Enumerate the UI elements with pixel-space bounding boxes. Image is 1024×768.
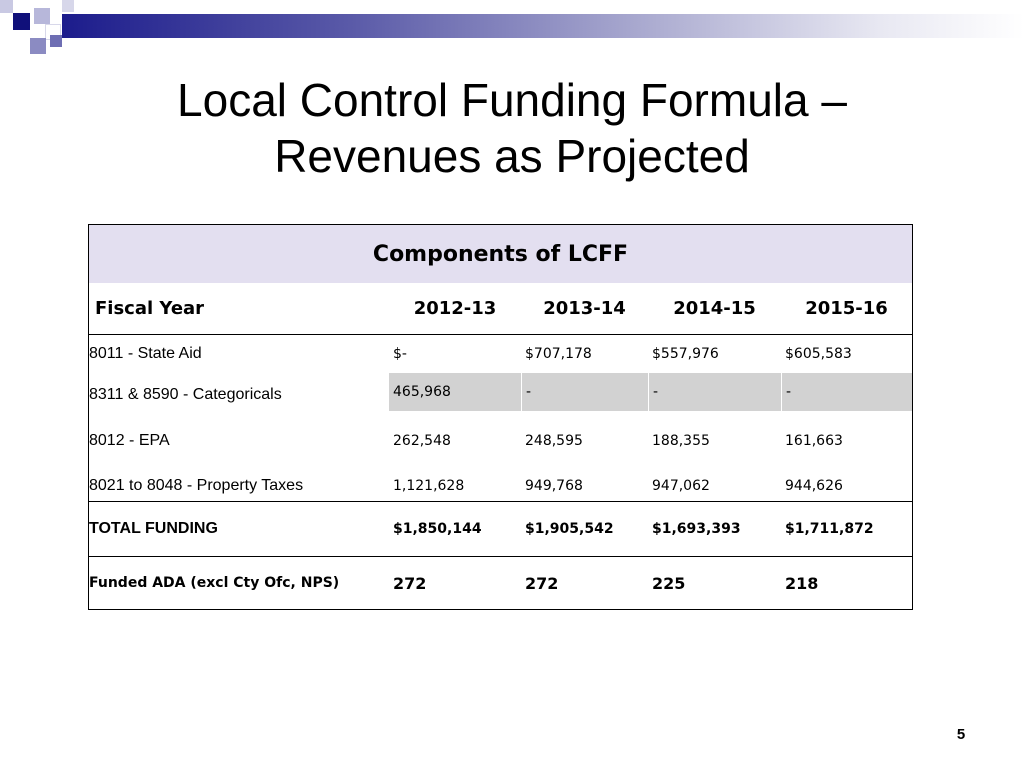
table-cell: 188,355 <box>652 433 710 449</box>
decorative-square <box>34 8 50 24</box>
decorative-square <box>13 13 30 30</box>
table-cell: - <box>648 373 781 411</box>
table-cell: 272 <box>393 573 427 593</box>
table-cell: 947,062 <box>652 478 710 494</box>
table-cell: 225 <box>652 573 686 593</box>
table-cell: $1,693,393 <box>652 521 741 537</box>
slide-title-line-2: Revenues as Projected <box>274 130 750 182</box>
table-cell: $1,850,144 <box>393 521 482 537</box>
table-row <box>89 411 912 471</box>
table-cell: $- <box>393 346 407 362</box>
table-cell: 161,663 <box>785 433 843 449</box>
table-title: Components of LCFF <box>89 225 912 283</box>
table-cell: 1,121,628 <box>393 478 465 494</box>
year-header: 2013-14 <box>543 298 626 319</box>
row-label: 8012 - EPA <box>89 432 170 449</box>
ada-row <box>89 557 912 609</box>
year-header: 2014-15 <box>673 298 756 319</box>
table-cell: $707,178 <box>525 346 592 362</box>
slide-title-line-1: Local Control Funding Formula – <box>177 74 847 126</box>
table-cell: - <box>521 373 648 411</box>
slide-title <box>80 72 944 184</box>
table-row <box>89 335 912 373</box>
table-cell: 272 <box>525 573 559 593</box>
row-label: 8011 - State Aid <box>89 345 202 362</box>
table-cell: 949,768 <box>525 478 583 494</box>
table-cell: 262,548 <box>393 433 451 449</box>
table-header-row <box>89 283 912 335</box>
table-cell: - <box>781 373 912 411</box>
year-header: 2015-16 <box>805 298 888 319</box>
decorative-square <box>30 38 46 54</box>
row-label: TOTAL FUNDING <box>89 520 218 537</box>
table-cell: 248,595 <box>525 433 583 449</box>
year-header: 2012-13 <box>413 298 497 319</box>
page-number: 5 <box>956 726 966 743</box>
header-gradient-bar <box>62 14 1024 38</box>
lcff-table <box>88 224 913 610</box>
table-row <box>89 373 912 411</box>
decorative-square <box>50 35 62 47</box>
fiscal-year-label: Fiscal Year <box>95 298 205 319</box>
table-cell: 465,968 <box>389 373 521 411</box>
row-label: 8311 & 8590 - Categoricals <box>89 386 282 403</box>
row-label: 8021 to 8048 - Property Taxes <box>89 477 304 494</box>
table-cell: $557,976 <box>652 346 719 362</box>
table-cell: 218 <box>785 573 819 593</box>
table-cell: $605,583 <box>785 346 852 362</box>
table-cell: $1,905,542 <box>525 521 614 537</box>
row-label: Funded ADA (excl Cty Ofc, NPS) <box>89 575 340 591</box>
table-cell: $1,711,872 <box>785 521 874 537</box>
total-row <box>89 502 912 557</box>
table-cell: 944,626 <box>785 478 843 494</box>
decorative-square <box>0 0 13 13</box>
decorative-square <box>62 0 74 12</box>
table-row <box>89 471 912 502</box>
